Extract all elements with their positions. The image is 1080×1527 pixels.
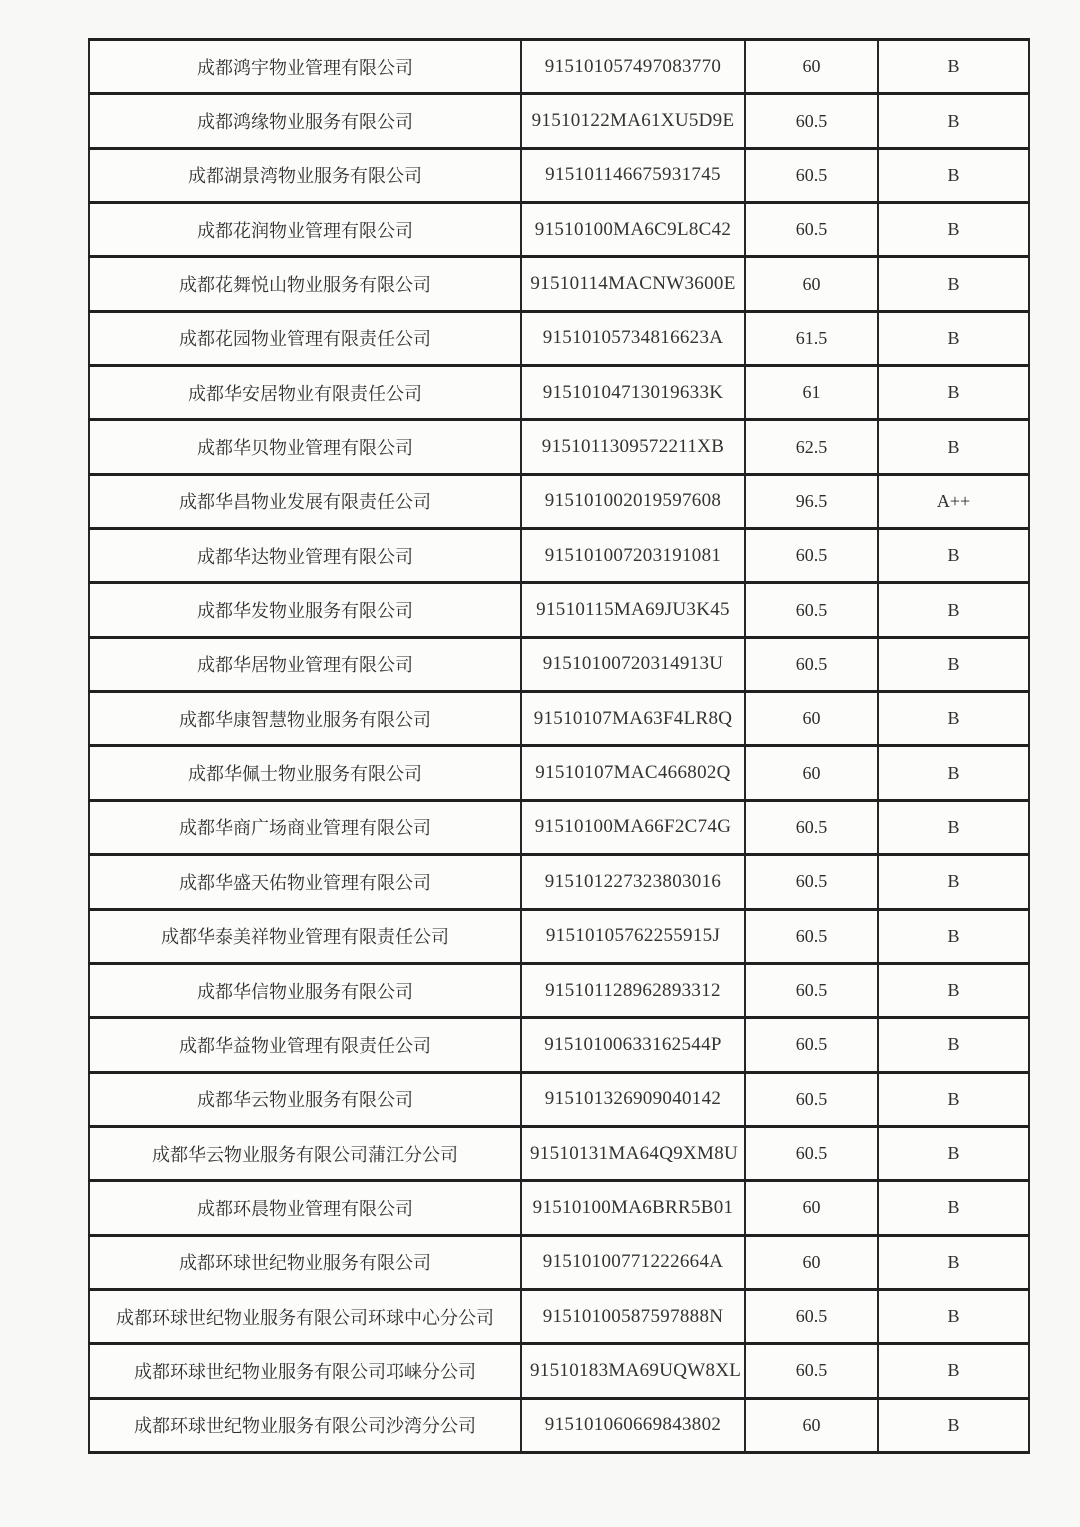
- property-company-rating-table: [88, 38, 1030, 1454]
- company-name-cell: 成都花园物业管理有限责任公司: [89, 311, 521, 365]
- score-cell: 60: [745, 1235, 878, 1289]
- credit-code-cell: 915101007203191081: [521, 529, 745, 583]
- grade-cell: B: [878, 420, 1029, 474]
- table-row: [89, 1126, 1029, 1180]
- score-cell: 62.5: [745, 420, 878, 474]
- grade-cell: B: [878, 94, 1029, 148]
- score-cell: 60.5: [745, 1344, 878, 1398]
- company-name-cell: 成都华昌物业发展有限责任公司: [89, 474, 521, 528]
- company-name-cell: 成都华安居物业有限责任公司: [89, 366, 521, 420]
- table-row: [89, 148, 1029, 202]
- grade-cell: B: [878, 529, 1029, 583]
- credit-code-cell: 91510114MACNW3600E: [521, 257, 745, 311]
- table-row: [89, 1289, 1029, 1343]
- grade-cell: B: [878, 311, 1029, 365]
- score-cell: 60.5: [745, 203, 878, 257]
- company-name-cell: 成都鸿缘物业服务有限公司: [89, 94, 521, 148]
- table-row: [89, 94, 1029, 148]
- credit-code-cell: 91510122MA61XU5D9E: [521, 94, 745, 148]
- credit-code-cell: 91510100MA6BRR5B01: [521, 1181, 745, 1235]
- credit-code-cell: 91510107MAC466802Q: [521, 746, 745, 800]
- credit-code-cell: 91510104713019633K: [521, 366, 745, 420]
- grade-cell: B: [878, 1398, 1029, 1452]
- credit-code-cell: 91510100MA66F2C74G: [521, 800, 745, 854]
- score-cell: 60.5: [745, 1018, 878, 1072]
- table-row: [89, 583, 1029, 637]
- company-name-cell: 成都华达物业管理有限公司: [89, 529, 521, 583]
- table-row: [89, 1181, 1029, 1235]
- table-row: [89, 40, 1029, 94]
- score-cell: 60.5: [745, 1072, 878, 1126]
- company-name-cell: 成都鸿宇物业管理有限公司: [89, 40, 521, 94]
- table-row: [89, 963, 1029, 1017]
- table-row: [89, 855, 1029, 909]
- credit-code-cell: 915101326909040142: [521, 1072, 745, 1126]
- credit-code-cell: 915101128962893312: [521, 963, 745, 1017]
- company-name-cell: 成都华贝物业管理有限公司: [89, 420, 521, 474]
- score-cell: 60.5: [745, 1289, 878, 1343]
- table-row: [89, 800, 1029, 854]
- credit-code-cell: 91510100771222664A: [521, 1235, 745, 1289]
- grade-cell: B: [878, 583, 1029, 637]
- company-name-cell: 成都环晨物业管理有限公司: [89, 1181, 521, 1235]
- grade-cell: B: [878, 1126, 1029, 1180]
- company-name-cell: 成都环球世纪物业服务有限公司沙湾分公司: [89, 1398, 521, 1452]
- grade-cell: B: [878, 1344, 1029, 1398]
- score-cell: 61.5: [745, 311, 878, 365]
- company-name-cell: 成都华云物业服务有限公司: [89, 1072, 521, 1126]
- score-cell: 61: [745, 366, 878, 420]
- table-row: [89, 257, 1029, 311]
- credit-code-cell: 915101146675931745: [521, 148, 745, 202]
- credit-code-cell: 9151011309572211XB: [521, 420, 745, 474]
- company-name-cell: 成都华商广场商业管理有限公司: [89, 800, 521, 854]
- score-cell: 60.5: [745, 1126, 878, 1180]
- company-name-cell: 成都环球世纪物业服务有限公司环球中心分公司: [89, 1289, 521, 1343]
- company-name-cell: 成都华泰美祥物业管理有限责任公司: [89, 909, 521, 963]
- score-cell: 60.5: [745, 909, 878, 963]
- grade-cell: B: [878, 203, 1029, 257]
- company-name-cell: 成都花舞悦山物业服务有限公司: [89, 257, 521, 311]
- grade-cell: B: [878, 1235, 1029, 1289]
- grade-cell: B: [878, 1018, 1029, 1072]
- company-name-cell: 成都华云物业服务有限公司蒲江分公司: [89, 1126, 521, 1180]
- credit-code-cell: 91510105734816623A: [521, 311, 745, 365]
- score-cell: 60.5: [745, 94, 878, 148]
- credit-code-cell: 91510100633162544P: [521, 1018, 745, 1072]
- credit-code-cell: 91510115MA69JU3K45: [521, 583, 745, 637]
- score-cell: 60: [745, 746, 878, 800]
- grade-cell: B: [878, 366, 1029, 420]
- score-cell: 60: [745, 692, 878, 746]
- credit-code-cell: 91510131MA64Q9XM8U: [521, 1126, 745, 1180]
- score-cell: 60.5: [745, 855, 878, 909]
- table-row: [89, 311, 1029, 365]
- grade-cell: B: [878, 1289, 1029, 1343]
- score-cell: 60.5: [745, 637, 878, 691]
- company-name-cell: 成都华康智慧物业服务有限公司: [89, 692, 521, 746]
- credit-code-cell: 915101002019597608: [521, 474, 745, 528]
- credit-code-cell: 91510100587597888N: [521, 1289, 745, 1343]
- grade-cell: B: [878, 746, 1029, 800]
- company-name-cell: 成都华居物业管理有限公司: [89, 637, 521, 691]
- grade-cell: B: [878, 800, 1029, 854]
- company-name-cell: 成都华盛天佑物业管理有限公司: [89, 855, 521, 909]
- grade-cell: B: [878, 1072, 1029, 1126]
- company-name-cell: 成都环球世纪物业服务有限公司邛崃分公司: [89, 1344, 521, 1398]
- table-row: [89, 692, 1029, 746]
- grade-cell: B: [878, 909, 1029, 963]
- credit-code-cell: 91510105762255915J: [521, 909, 745, 963]
- score-cell: 60: [745, 40, 878, 94]
- score-cell: 60: [745, 1398, 878, 1452]
- table-row: [89, 366, 1029, 420]
- table-row: [89, 1018, 1029, 1072]
- company-name-cell: 成都环球世纪物业服务有限公司: [89, 1235, 521, 1289]
- company-name-cell: 成都花润物业管理有限公司: [89, 203, 521, 257]
- company-name-cell: 成都华佩士物业服务有限公司: [89, 746, 521, 800]
- score-cell: 60.5: [745, 800, 878, 854]
- company-name-cell: 成都华发物业服务有限公司: [89, 583, 521, 637]
- score-cell: 60.5: [745, 148, 878, 202]
- table-row: [89, 1398, 1029, 1452]
- grade-cell: B: [878, 692, 1029, 746]
- table-row: [89, 909, 1029, 963]
- grade-cell: B: [878, 257, 1029, 311]
- table-row: [89, 1235, 1029, 1289]
- grade-cell: B: [878, 148, 1029, 202]
- credit-code-cell: 915101060669843802: [521, 1398, 745, 1452]
- table-row: [89, 474, 1029, 528]
- credit-code-cell: 915101227323803016: [521, 855, 745, 909]
- table-row: [89, 203, 1029, 257]
- table-row: [89, 637, 1029, 691]
- company-name-cell: 成都华信物业服务有限公司: [89, 963, 521, 1017]
- score-cell: 96.5: [745, 474, 878, 528]
- table-row: [89, 1072, 1029, 1126]
- score-cell: 60.5: [745, 583, 878, 637]
- score-cell: 60: [745, 1181, 878, 1235]
- table-row: [89, 420, 1029, 474]
- grade-cell: B: [878, 963, 1029, 1017]
- company-name-cell: 成都华益物业管理有限责任公司: [89, 1018, 521, 1072]
- score-cell: 60.5: [745, 963, 878, 1017]
- credit-code-cell: 91510100MA6C9L8C42: [521, 203, 745, 257]
- grade-cell: B: [878, 637, 1029, 691]
- score-cell: 60.5: [745, 529, 878, 583]
- table-row: [89, 529, 1029, 583]
- table-body: [89, 40, 1029, 1453]
- credit-code-cell: 91510107MA63F4LR8Q: [521, 692, 745, 746]
- credit-code-cell: 91510183MA69UQW8XL: [521, 1344, 745, 1398]
- grade-cell: B: [878, 855, 1029, 909]
- grade-cell: B: [878, 1181, 1029, 1235]
- score-cell: 60: [745, 257, 878, 311]
- grade-cell: B: [878, 40, 1029, 94]
- credit-code-cell: 91510100720314913U: [521, 637, 745, 691]
- table-row: [89, 746, 1029, 800]
- credit-code-cell: 915101057497083770: [521, 40, 745, 94]
- company-name-cell: 成都湖景湾物业服务有限公司: [89, 148, 521, 202]
- grade-cell: A++: [878, 474, 1029, 528]
- table-row: [89, 1344, 1029, 1398]
